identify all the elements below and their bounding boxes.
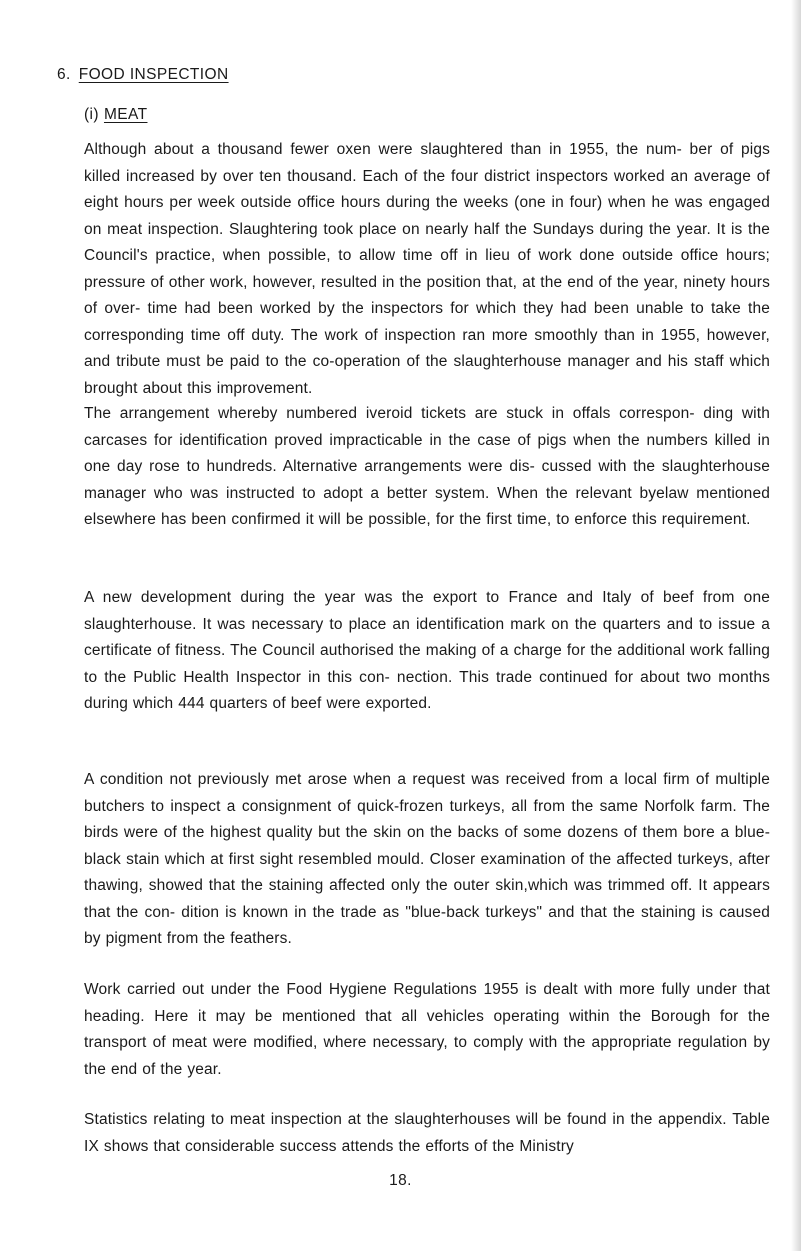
paragraph-beef-export: A new development during the year was the export to France and Italy of beef from one slaughterhouse. It was necessary to place an identification mark on the quarters and to issue a certificate of fitness. The Council authorised the making of a charge for the additional work falling to the Public Health Inspector in this con- nection. This trade continued for about two months during which 444 quarters of beef were exported. bbox=[84, 589, 770, 712]
section-heading bbox=[57, 66, 229, 84]
paragraph-statistics: Statistics relating to meat inspection at the slaughterhouses will be found in the appendix. Table IX shows that considerable success attends the efforts of the Ministry bbox=[84, 1111, 770, 1155]
subsection-heading bbox=[84, 106, 147, 124]
section-title: FOOD INSPECTION bbox=[78, 66, 229, 83]
section-number: 6. bbox=[57, 66, 71, 83]
page-number: 18. bbox=[389, 1172, 412, 1189]
paragraph-iveroid-tickets: The arrangement whereby numbered iveroid tickets are stuck in offals correspon- ding with carcases for identification proved impracticable in the case of pigs when the numbers killed in one day rose to hundreds. Alternative arrangements were dis- cussed with the slaughterhouse manager who was instructed to adopt a better system. When the relevant byelaw mentioned elsewhere has been confirmed it will be possible, for the first time, to enforce this requirement. bbox=[84, 405, 770, 528]
paragraph-slaughter-overview: Although about a thousand fewer oxen were slaughtered than in 1955, the num- ber of pigs killed increased by over ten thousand. Each of the four district inspectors worked an average of eight hours per week outside office hours during the weeks (one in four) when he was engaged on meat inspection. Slaughtering took place on nearly half the Sundays during the year. It is the Council's practice, when possible, to allow time off in lieu of work done outside office hours; pressure of other work, however, resulted in the position that, at the end of the year, ninety hours of over- time had been worked by the inspectors for which they had been unable to take the corresponding time off duty. The work of inspection ran more smoothly than in 1955, however, and tribute must be paid to the co-operation of the slaughterhouse manager and his staff which brought about this improvement. bbox=[84, 141, 770, 397]
subsection-title: MEAT bbox=[103, 106, 148, 123]
paragraph-food-hygiene: Work carried out under the Food Hygiene Regulations 1955 is dealt with more fully under that heading. Here it may be mentioned that all vehicles operating within the Borough for the transport of meat were modified, where necessary, to comply with the appropriate regulation by the end of the year. bbox=[84, 981, 770, 1078]
paragraph-frozen-turkeys: A condition not previously met arose when a request was received from a local firm of multiple butchers to inspect a consignment of quick-frozen turkeys, all from the same Norfolk farm. The birds were of the highest quality but the skin on the backs of some dozens of them bore a blue-black stain which at first sight resembled mould. Closer examination of the affected turkeys, after thawing, showed that the staining affected only the outer skin,which was trimmed off. It appears that the con- dition is known in the trade as "blue-back turkeys" and that the staining is caused by pigment from the feathers. bbox=[84, 771, 770, 947]
page-edge-shadow bbox=[791, 0, 801, 1251]
subsection-number: (i) bbox=[84, 106, 99, 123]
